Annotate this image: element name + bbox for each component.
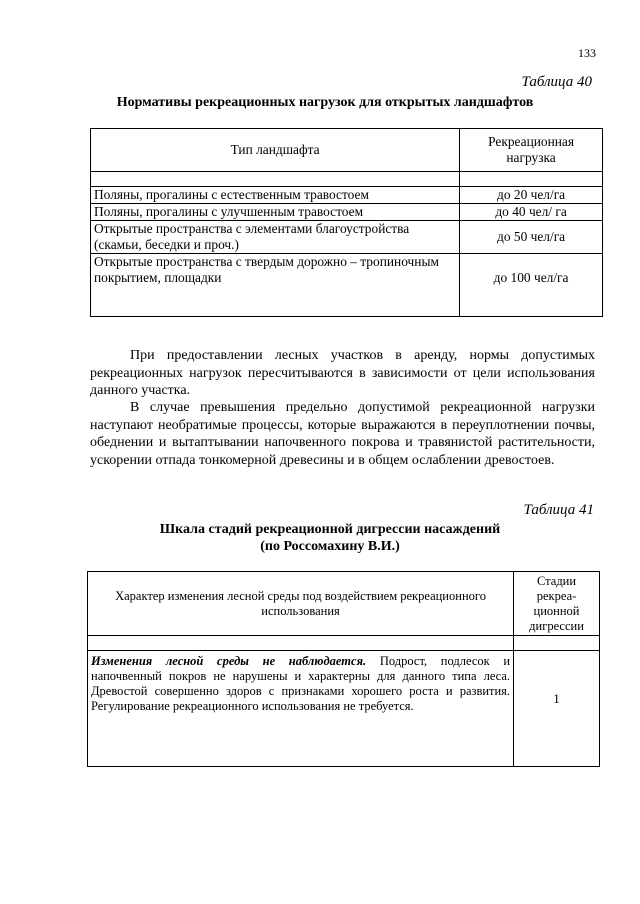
table-40-caption: Таблица 40 [521,74,592,90]
table-row [91,254,603,317]
forest-change-cell [88,651,514,767]
landscape-type-cell: Поляны, прогалины с улучшенным травостоем [91,204,460,221]
body-paragraph: В случае превышения предельно допустимой рекреационной нагрузки наступают необратимые процессы, которые выражаются в переуплотнении почвы, обеднении и вытаптывании напочвенного покрова и травянистой растительности, ускорении отпада тонкомерной древесины и в общем ослаблении древостоев. [90,400,595,468]
table-41-title [60,521,600,555]
table-row [91,187,603,204]
load-value-cell: до 100 чел/га [460,254,603,317]
landscape-type-cell: Поляны, прогалины с естественным травостоем [91,187,460,204]
table-41-title-line: Шкала стадий рекреационной дигрессии насаждений [159,522,501,537]
table-row [91,221,603,254]
table-41-caption: Таблица 41 [523,502,594,518]
table-row [91,204,603,221]
header-digression-stage: Стадии рекреа-ционной дигрессии [514,572,600,636]
table-header-row [91,129,603,172]
recreational-load-table [90,128,603,317]
header-landscape-type: Тип ландшафта [91,129,460,172]
table-40-title: Нормативы рекреационных нагрузок для открытых ландшафтов [116,95,534,110]
landscape-type-cell: Открытые пространства с элементами благоустройства (скамьи, беседки и проч.) [91,221,460,254]
table-row [88,651,600,767]
table-header-row [88,572,600,636]
stage-lead-text: Изменения лесной среды не наблюдается. [91,654,367,668]
table-spacer-row [91,172,603,187]
page-number: 133 [578,46,596,60]
load-value-cell: до 20 чел/га [460,187,603,204]
digression-stages-table [87,571,600,767]
stage-number-cell: 1 [514,651,600,767]
header-recreational-load: Рекреационная нагрузка [460,129,603,172]
landscape-type-cell: Открытые пространства с твердым дорожно – тропиночным покрытием, площадки [91,254,460,317]
header-forest-change: Характер изменения лесной среды под воздействием рекреационного использования [88,572,514,636]
table-spacer-row [88,636,600,651]
table-41-title-line: (по Россомахину В.И.) [260,539,400,554]
body-paragraph: При предоставлении лесных участков в аренду, нормы допустимых рекреационных нагрузок пересчитываются в зависимости от цели использования данного участка. [90,348,595,398]
load-value-cell: до 50 чел/га [460,221,603,254]
stage-description-text: Подрост, подлесок и напочвенный покров не нарушены и характерны для данного типа леса. Древостой совершенно здоров с признаками хорошего роста и развития. Регулирование рекреационного использования не требуется. [91,654,511,713]
load-value-cell: до 40 чел/ га [460,204,603,221]
